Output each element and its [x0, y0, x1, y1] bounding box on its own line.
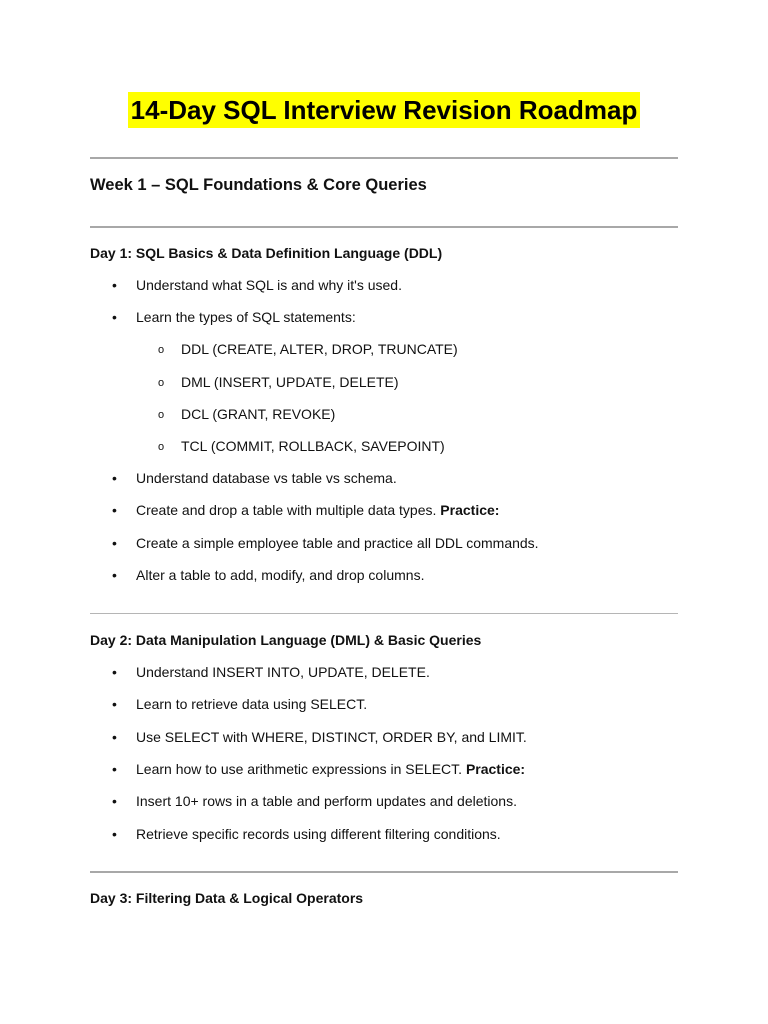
sub-list-item: DCL (GRANT, REVOKE) [181, 406, 336, 422]
divider [90, 157, 678, 159]
divider [90, 226, 678, 228]
divider [90, 613, 678, 614]
sub-list-item: TCL (COMMIT, ROLLBACK, SAVEPOINT) [181, 438, 445, 454]
list-item: Create a simple employee table and practice all DDL commands. [136, 535, 539, 551]
sub-list-item: DML (INSERT, UPDATE, DELETE) [181, 374, 399, 390]
list-item [136, 502, 499, 518]
bullet: • [112, 729, 117, 745]
list-item: Understand INSERT INTO, UPDATE, DELETE. [136, 664, 430, 680]
practice-label: Practice: [465, 761, 526, 777]
day-1-heading: Day 1: SQL Basics & Data Definition Language (DDL) [90, 245, 443, 261]
list-item: Learn the types of SQL statements: [136, 309, 356, 325]
sub-bullet: o [158, 377, 165, 389]
sub-bullet: o [158, 441, 165, 453]
list-item-text: Create and drop a table with multiple data types. [136, 502, 437, 518]
list-item: Insert 10+ rows in a table and perform updates and deletions. [136, 793, 517, 809]
sub-list-item: DDL (CREATE, ALTER, DROP, TRUNCATE) [181, 341, 458, 357]
sub-bullet: o [158, 409, 165, 421]
title-container [0, 92, 768, 128]
bullet: • [112, 502, 117, 518]
bullet: • [112, 696, 117, 712]
document-title: 14-Day SQL Interview Revision Roadmap [128, 92, 641, 128]
bullet: • [112, 567, 117, 583]
sub-bullet: o [158, 344, 165, 356]
list-item: Understand what SQL is and why it's used. [136, 277, 402, 293]
list-item: Use SELECT with WHERE, DISTINCT, ORDER BY, and LIMIT. [136, 729, 527, 745]
bullet: • [112, 664, 117, 680]
list-item: Alter a table to add, modify, and drop columns. [136, 567, 425, 583]
practice-label: Practice: [440, 502, 500, 518]
bullet: • [112, 277, 117, 293]
bullet: • [112, 535, 117, 551]
bullet: • [112, 826, 117, 842]
list-item: Understand database vs table vs schema. [136, 470, 397, 486]
week-1-heading: Week 1 – SQL Foundations & Core Queries [90, 176, 427, 194]
bullet: • [112, 309, 117, 325]
day-2-heading: Day 2: Data Manipulation Language (DML) & Basic Queries [90, 632, 482, 648]
day-3-heading: Day 3: Filtering Data & Logical Operators [90, 890, 364, 906]
list-item [136, 761, 525, 777]
list-item: Retrieve specific records using different filtering conditions. [136, 826, 501, 842]
list-item: Learn to retrieve data using SELECT. [136, 696, 368, 712]
bullet: • [112, 470, 117, 486]
divider [90, 871, 678, 873]
bullet: • [112, 793, 117, 809]
bullet: • [112, 761, 117, 777]
list-item-text: Learn how to use arithmetic expressions in SELECT. [136, 761, 463, 777]
